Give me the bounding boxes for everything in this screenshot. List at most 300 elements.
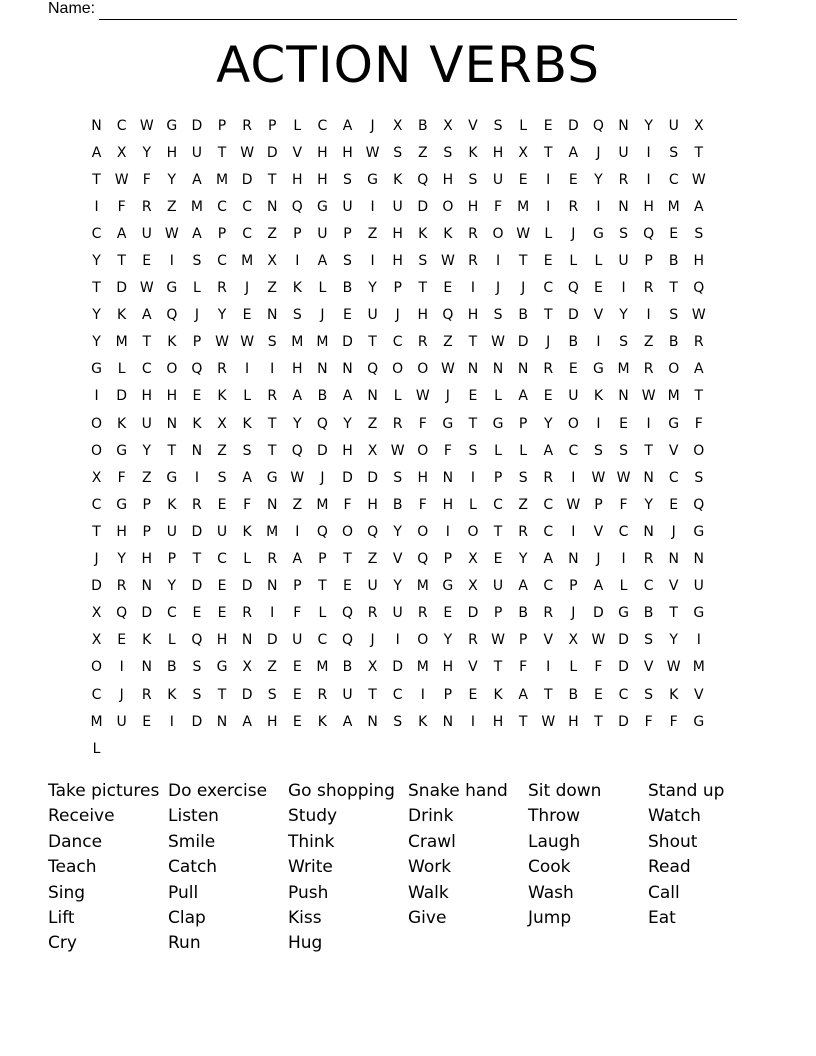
grid-letter[interactable]: D: [367, 469, 378, 486]
grid-letter[interactable]: P: [142, 496, 151, 513]
grid-letter[interactable]: Z: [267, 280, 277, 297]
grid-letter[interactable]: E: [593, 686, 603, 703]
grid-letter[interactable]: L: [494, 442, 502, 459]
grid-letter[interactable]: Y: [594, 171, 603, 188]
grid-letter[interactable]: S: [468, 171, 478, 188]
grid-letter[interactable]: W: [591, 632, 606, 649]
grid-letter[interactable]: Y: [343, 415, 352, 432]
grid-letter[interactable]: C: [317, 117, 328, 134]
grid-letter[interactable]: V: [543, 632, 554, 649]
grid-letter[interactable]: K: [167, 686, 177, 703]
grid-letter[interactable]: I: [395, 632, 400, 649]
grid-letter[interactable]: S: [192, 253, 202, 270]
grid-letter[interactable]: G: [668, 415, 680, 432]
grid-letter[interactable]: G: [166, 469, 178, 486]
grid-letter[interactable]: P: [393, 280, 402, 297]
grid-letter[interactable]: T: [142, 334, 152, 351]
grid-letter[interactable]: C: [242, 225, 252, 242]
grid-letter[interactable]: Y: [644, 496, 653, 513]
grid-letter[interactable]: J: [521, 280, 526, 297]
grid-letter[interactable]: U: [116, 713, 127, 730]
grid-letter[interactable]: D: [191, 578, 203, 595]
grid-letter[interactable]: H: [693, 253, 705, 270]
grid-letter[interactable]: U: [216, 523, 228, 540]
grid-letter[interactable]: G: [592, 361, 604, 378]
grid-letter[interactable]: W: [139, 280, 154, 297]
grid-letter[interactable]: T: [694, 144, 704, 161]
grid-letter[interactable]: J: [370, 117, 375, 134]
grid-letter[interactable]: M: [617, 361, 630, 378]
grid-letter[interactable]: B: [568, 334, 579, 351]
grid-letter[interactable]: C: [166, 605, 177, 622]
grid-letter[interactable]: X: [267, 253, 277, 270]
grid-letter[interactable]: K: [593, 388, 604, 405]
grid-letter[interactable]: W: [566, 496, 581, 513]
grid-letter[interactable]: U: [492, 171, 504, 188]
grid-letter[interactable]: C: [618, 686, 629, 703]
grid-letter[interactable]: R: [317, 686, 328, 703]
grid-letter[interactable]: I: [270, 605, 275, 622]
grid-letter[interactable]: Q: [442, 307, 454, 324]
grid-letter[interactable]: T: [368, 686, 377, 703]
grid-letter[interactable]: T: [543, 307, 553, 324]
grid-letter[interactable]: N: [517, 361, 529, 378]
grid-letter[interactable]: V: [392, 551, 403, 568]
grid-letter[interactable]: F: [293, 605, 302, 622]
grid-letter[interactable]: Q: [291, 442, 303, 459]
grid-letter[interactable]: Y: [167, 578, 177, 595]
grid-letter[interactable]: O: [417, 442, 429, 459]
grid-letter[interactable]: E: [493, 551, 503, 568]
grid-letter[interactable]: H: [392, 253, 403, 270]
grid-letter[interactable]: H: [216, 632, 228, 649]
grid-letter[interactable]: D: [141, 605, 153, 622]
grid-letter[interactable]: X: [468, 551, 478, 568]
grid-letter[interactable]: E: [192, 388, 202, 405]
grid-letter[interactable]: M: [316, 334, 329, 351]
grid-letter[interactable]: R: [543, 469, 554, 486]
grid-letter[interactable]: T: [217, 144, 227, 161]
grid-letter[interactable]: N: [668, 551, 679, 568]
grid-letter[interactable]: N: [342, 361, 353, 378]
name-line[interactable]: [99, 3, 737, 20]
grid-letter[interactable]: M: [316, 496, 329, 513]
grid-letter[interactable]: W: [666, 659, 681, 676]
grid-letter[interactable]: N: [367, 388, 378, 405]
grid-letter[interactable]: R: [267, 388, 278, 405]
grid-letter[interactable]: I: [646, 144, 651, 161]
grid-letter[interactable]: Q: [367, 523, 379, 540]
grid-letter[interactable]: Q: [191, 361, 203, 378]
grid-letter[interactable]: D: [91, 578, 102, 595]
grid-letter[interactable]: H: [442, 496, 454, 513]
grid-letter[interactable]: L: [619, 578, 628, 595]
grid-letter[interactable]: N: [618, 198, 629, 215]
grid-letter[interactable]: N: [141, 578, 152, 595]
grid-letter[interactable]: K: [493, 686, 503, 703]
grid-letter[interactable]: F: [243, 496, 252, 513]
grid-letter[interactable]: A: [342, 388, 353, 405]
grid-letter[interactable]: N: [191, 442, 203, 459]
grid-letter[interactable]: F: [644, 713, 653, 730]
grid-letter[interactable]: K: [443, 225, 453, 242]
grid-letter[interactable]: W: [240, 144, 255, 161]
grid-letter[interactable]: A: [568, 144, 579, 161]
grid-letter[interactable]: A: [342, 117, 353, 134]
grid-letter[interactable]: S: [619, 225, 628, 242]
grid-letter[interactable]: I: [696, 632, 701, 649]
grid-letter[interactable]: X: [392, 117, 403, 134]
grid-letter[interactable]: W: [491, 334, 505, 351]
grid-letter[interactable]: E: [443, 605, 453, 622]
grid-letter[interactable]: N: [442, 713, 454, 730]
grid-letter[interactable]: K: [117, 307, 127, 324]
grid-letter[interactable]: O: [417, 523, 429, 540]
grid-letter[interactable]: P: [443, 686, 453, 703]
grid-letter[interactable]: X: [367, 659, 378, 676]
grid-letter[interactable]: Q: [166, 307, 178, 324]
grid-letter[interactable]: C: [668, 171, 679, 188]
grid-letter[interactable]: R: [543, 605, 554, 622]
grid-letter[interactable]: E: [343, 578, 352, 595]
grid-letter[interactable]: D: [342, 334, 353, 351]
grid-letter[interactable]: K: [393, 171, 403, 188]
grid-letter[interactable]: C: [543, 578, 554, 595]
grid-letter[interactable]: F: [519, 659, 528, 676]
grid-letter[interactable]: E: [292, 713, 302, 730]
grid-letter[interactable]: U: [693, 578, 704, 595]
grid-letter[interactable]: M: [190, 198, 203, 215]
grid-letter[interactable]: I: [445, 523, 450, 540]
grid-letter[interactable]: Z: [367, 415, 378, 432]
grid-letter[interactable]: T: [217, 686, 227, 703]
grid-letter[interactable]: N: [241, 632, 253, 649]
grid-letter[interactable]: I: [646, 307, 651, 324]
grid-letter[interactable]: E: [669, 225, 679, 242]
grid-letter[interactable]: B: [342, 280, 353, 297]
grid-letter[interactable]: Y: [368, 280, 377, 297]
grid-letter[interactable]: R: [217, 280, 227, 297]
grid-letter[interactable]: H: [116, 523, 127, 540]
grid-letter[interactable]: B: [643, 605, 654, 622]
grid-letter[interactable]: S: [493, 307, 503, 324]
grid-letter[interactable]: Z: [518, 496, 528, 513]
grid-letter[interactable]: D: [567, 307, 579, 324]
grid-letter[interactable]: T: [267, 171, 277, 188]
grid-letter[interactable]: E: [543, 117, 553, 134]
grid-letter[interactable]: C: [91, 496, 102, 513]
grid-letter[interactable]: I: [370, 253, 375, 270]
grid-letter[interactable]: W: [491, 632, 505, 649]
grid-letter[interactable]: I: [596, 334, 601, 351]
grid-letter[interactable]: K: [192, 415, 202, 432]
grid-letter[interactable]: Z: [417, 144, 428, 161]
grid-letter[interactable]: A: [593, 578, 604, 595]
grid-letter[interactable]: D: [191, 117, 203, 134]
grid-letter[interactable]: S: [418, 253, 428, 270]
grid-letter[interactable]: Y: [217, 307, 227, 324]
grid-letter[interactable]: R: [643, 361, 654, 378]
grid-letter[interactable]: F: [494, 198, 503, 215]
grid-letter[interactable]: W: [691, 171, 706, 188]
grid-letter[interactable]: P: [217, 117, 227, 134]
grid-letter[interactable]: G: [116, 442, 128, 459]
grid-letter[interactable]: S: [192, 686, 202, 703]
grid-letter[interactable]: Z: [367, 225, 378, 242]
grid-letter[interactable]: R: [643, 551, 654, 568]
grid-letter[interactable]: P: [594, 496, 603, 513]
grid-letter[interactable]: N: [266, 307, 278, 324]
grid-letter[interactable]: N: [266, 496, 278, 513]
grid-letter[interactable]: A: [342, 713, 353, 730]
grid-letter[interactable]: H: [342, 442, 353, 459]
grid-letter[interactable]: J: [671, 523, 676, 540]
grid-letter[interactable]: E: [192, 605, 202, 622]
grid-letter[interactable]: E: [142, 713, 152, 730]
grid-letter[interactable]: H: [417, 307, 429, 324]
grid-letter[interactable]: E: [217, 605, 227, 622]
grid-letter[interactable]: X: [242, 659, 252, 676]
grid-letter[interactable]: M: [416, 578, 429, 595]
grid-letter[interactable]: S: [242, 442, 252, 459]
grid-letter[interactable]: L: [519, 442, 528, 459]
grid-letter[interactable]: D: [266, 144, 278, 161]
grid-letter[interactable]: U: [618, 144, 629, 161]
grid-letter[interactable]: O: [91, 442, 103, 459]
grid-letter[interactable]: J: [94, 551, 99, 568]
grid-letter[interactable]: Y: [393, 578, 402, 595]
grid-letter[interactable]: W: [541, 713, 556, 730]
grid-letter[interactable]: T: [267, 415, 277, 432]
grid-letter[interactable]: G: [316, 198, 328, 215]
grid-letter[interactable]: G: [166, 117, 178, 134]
grid-letter[interactable]: V: [468, 659, 478, 676]
grid-letter[interactable]: N: [467, 361, 479, 378]
grid-letter[interactable]: F: [694, 415, 703, 432]
grid-letter[interactable]: I: [646, 415, 651, 432]
grid-letter[interactable]: F: [343, 496, 352, 513]
grid-letter[interactable]: G: [592, 225, 604, 242]
grid-letter[interactable]: G: [367, 171, 378, 188]
grid-letter[interactable]: F: [142, 171, 151, 188]
grid-letter[interactable]: Q: [316, 415, 328, 432]
grid-letter[interactable]: J: [596, 144, 601, 161]
grid-letter[interactable]: T: [518, 713, 528, 730]
grid-letter[interactable]: M: [291, 334, 304, 351]
grid-letter[interactable]: I: [470, 713, 476, 730]
grid-letter[interactable]: W: [616, 469, 631, 486]
grid-letter[interactable]: V: [593, 307, 604, 324]
grid-letter[interactable]: L: [569, 659, 578, 676]
grid-letter[interactable]: H: [568, 713, 579, 730]
grid-letter[interactable]: T: [167, 442, 177, 459]
grid-letter[interactable]: G: [442, 578, 454, 595]
grid-letter[interactable]: D: [116, 280, 128, 297]
grid-letter[interactable]: L: [494, 388, 502, 405]
grid-letter[interactable]: J: [445, 388, 450, 405]
grid-letter[interactable]: N: [492, 361, 504, 378]
grid-letter[interactable]: I: [546, 171, 551, 188]
grid-letter[interactable]: C: [392, 686, 403, 703]
grid-letter[interactable]: A: [694, 361, 704, 378]
grid-letter[interactable]: H: [317, 171, 328, 188]
grid-letter[interactable]: B: [317, 388, 328, 405]
grid-letter[interactable]: T: [418, 280, 428, 297]
grid-letter[interactable]: D: [191, 713, 203, 730]
grid-letter[interactable]: A: [292, 388, 303, 405]
grid-letter[interactable]: Q: [341, 632, 353, 649]
grid-letter[interactable]: E: [593, 280, 603, 297]
grid-letter[interactable]: T: [92, 523, 101, 540]
grid-letter[interactable]: H: [492, 144, 504, 161]
grid-letter[interactable]: N: [643, 523, 654, 540]
grid-letter[interactable]: D: [593, 605, 604, 622]
grid-letter[interactable]: W: [290, 469, 305, 486]
grid-letter[interactable]: U: [367, 307, 378, 324]
grid-letter[interactable]: Y: [644, 117, 653, 134]
grid-letter[interactable]: K: [669, 686, 679, 703]
grid-letter[interactable]: Y: [293, 415, 302, 432]
grid-letter[interactable]: S: [468, 442, 478, 459]
grid-letter[interactable]: S: [694, 469, 704, 486]
grid-letter[interactable]: L: [243, 551, 252, 568]
grid-letter[interactable]: P: [443, 551, 453, 568]
grid-letter[interactable]: H: [166, 144, 178, 161]
grid-letter[interactable]: S: [267, 686, 277, 703]
grid-letter[interactable]: E: [242, 307, 252, 324]
grid-letter[interactable]: P: [293, 578, 302, 595]
grid-letter[interactable]: C: [91, 686, 102, 703]
grid-letter[interactable]: R: [417, 605, 428, 622]
grid-letter[interactable]: E: [543, 388, 553, 405]
grid-letter[interactable]: D: [567, 117, 579, 134]
grid-letter[interactable]: I: [470, 280, 476, 297]
grid-letter[interactable]: R: [242, 117, 252, 134]
grid-letter[interactable]: Z: [443, 334, 453, 351]
grid-letter[interactable]: P: [569, 578, 578, 595]
grid-letter[interactable]: L: [519, 117, 528, 134]
grid-letter[interactable]: Y: [443, 632, 453, 649]
grid-letter[interactable]: H: [467, 198, 479, 215]
grid-letter[interactable]: S: [443, 144, 453, 161]
grid-letter[interactable]: G: [492, 415, 504, 432]
grid-letter[interactable]: W: [641, 388, 656, 405]
grid-letter[interactable]: N: [266, 198, 278, 215]
grid-letter[interactable]: T: [92, 280, 101, 297]
grid-letter[interactable]: H: [266, 713, 278, 730]
grid-letter[interactable]: S: [694, 225, 704, 242]
grid-letter[interactable]: N: [442, 469, 454, 486]
grid-letter[interactable]: A: [141, 307, 152, 324]
grid-letter[interactable]: H: [467, 307, 479, 324]
grid-letter[interactable]: G: [166, 280, 178, 297]
grid-letter[interactable]: N: [367, 713, 378, 730]
grid-letter[interactable]: Q: [291, 198, 303, 215]
grid-letter[interactable]: W: [691, 307, 706, 324]
grid-letter[interactable]: Q: [693, 496, 705, 513]
grid-letter[interactable]: G: [116, 496, 128, 513]
grid-letter[interactable]: E: [468, 388, 478, 405]
grid-letter[interactable]: R: [141, 198, 152, 215]
grid-letter[interactable]: Q: [367, 361, 379, 378]
grid-letter[interactable]: B: [568, 686, 579, 703]
grid-letter[interactable]: A: [91, 144, 102, 161]
grid-letter[interactable]: R: [116, 578, 127, 595]
grid-letter[interactable]: F: [669, 713, 678, 730]
grid-letter[interactable]: K: [167, 496, 177, 513]
grid-letter[interactable]: P: [518, 415, 528, 432]
grid-letter[interactable]: I: [546, 198, 551, 215]
grid-letter[interactable]: T: [267, 442, 277, 459]
grid-letter[interactable]: S: [644, 686, 654, 703]
grid-letter[interactable]: M: [266, 523, 279, 540]
grid-letter[interactable]: J: [320, 307, 325, 324]
grid-letter[interactable]: J: [596, 551, 601, 568]
grid-letter[interactable]: T: [694, 388, 704, 405]
grid-letter[interactable]: C: [543, 280, 554, 297]
grid-letter[interactable]: J: [194, 307, 199, 324]
grid-letter[interactable]: R: [568, 198, 579, 215]
grid-letter[interactable]: P: [167, 551, 177, 568]
grid-letter[interactable]: Y: [92, 334, 101, 351]
grid-letter[interactable]: Z: [267, 659, 277, 676]
grid-letter[interactable]: Y: [142, 144, 152, 161]
grid-letter[interactable]: A: [543, 442, 554, 459]
grid-letter[interactable]: A: [242, 713, 252, 730]
grid-letter[interactable]: M: [416, 659, 429, 676]
grid-letter[interactable]: S: [393, 144, 403, 161]
grid-letter[interactable]: E: [568, 171, 578, 188]
grid-letter[interactable]: Z: [167, 198, 177, 215]
grid-letter[interactable]: W: [215, 334, 229, 351]
grid-letter[interactable]: Y: [142, 442, 152, 459]
grid-letter[interactable]: U: [367, 578, 378, 595]
grid-letter[interactable]: A: [116, 225, 127, 242]
grid-letter[interactable]: K: [317, 713, 327, 730]
grid-letter[interactable]: A: [694, 198, 704, 215]
grid-letter[interactable]: K: [242, 523, 252, 540]
grid-letter[interactable]: E: [669, 496, 679, 513]
grid-letter[interactable]: I: [646, 171, 651, 188]
grid-letter[interactable]: R: [367, 605, 378, 622]
grid-letter[interactable]: X: [91, 605, 102, 622]
grid-letter[interactable]: O: [467, 523, 479, 540]
grid-letter[interactable]: R: [643, 280, 654, 297]
grid-letter[interactable]: U: [317, 225, 328, 242]
grid-letter[interactable]: S: [593, 442, 603, 459]
grid-letter[interactable]: Q: [316, 523, 328, 540]
grid-letter[interactable]: T: [318, 578, 327, 595]
grid-letter[interactable]: O: [166, 361, 178, 378]
grid-letter[interactable]: I: [295, 253, 300, 270]
grid-letter[interactable]: Q: [417, 551, 429, 568]
grid-letter[interactable]: T: [493, 659, 503, 676]
grid-letter[interactable]: E: [292, 686, 302, 703]
grid-letter[interactable]: T: [594, 713, 603, 730]
grid-letter[interactable]: P: [493, 469, 503, 486]
grid-letter[interactable]: I: [495, 253, 501, 270]
grid-letter[interactable]: M: [215, 171, 229, 188]
grid-letter[interactable]: W: [240, 334, 255, 351]
grid-letter[interactable]: P: [293, 225, 302, 242]
grid-letter[interactable]: Y: [543, 415, 553, 432]
grid-letter[interactable]: A: [518, 578, 528, 595]
grid-letter[interactable]: S: [343, 171, 352, 188]
grid-letter[interactable]: K: [142, 632, 152, 649]
grid-letter[interactable]: Z: [267, 225, 277, 242]
grid-letter[interactable]: I: [571, 523, 576, 540]
grid-letter[interactable]: K: [167, 334, 177, 351]
